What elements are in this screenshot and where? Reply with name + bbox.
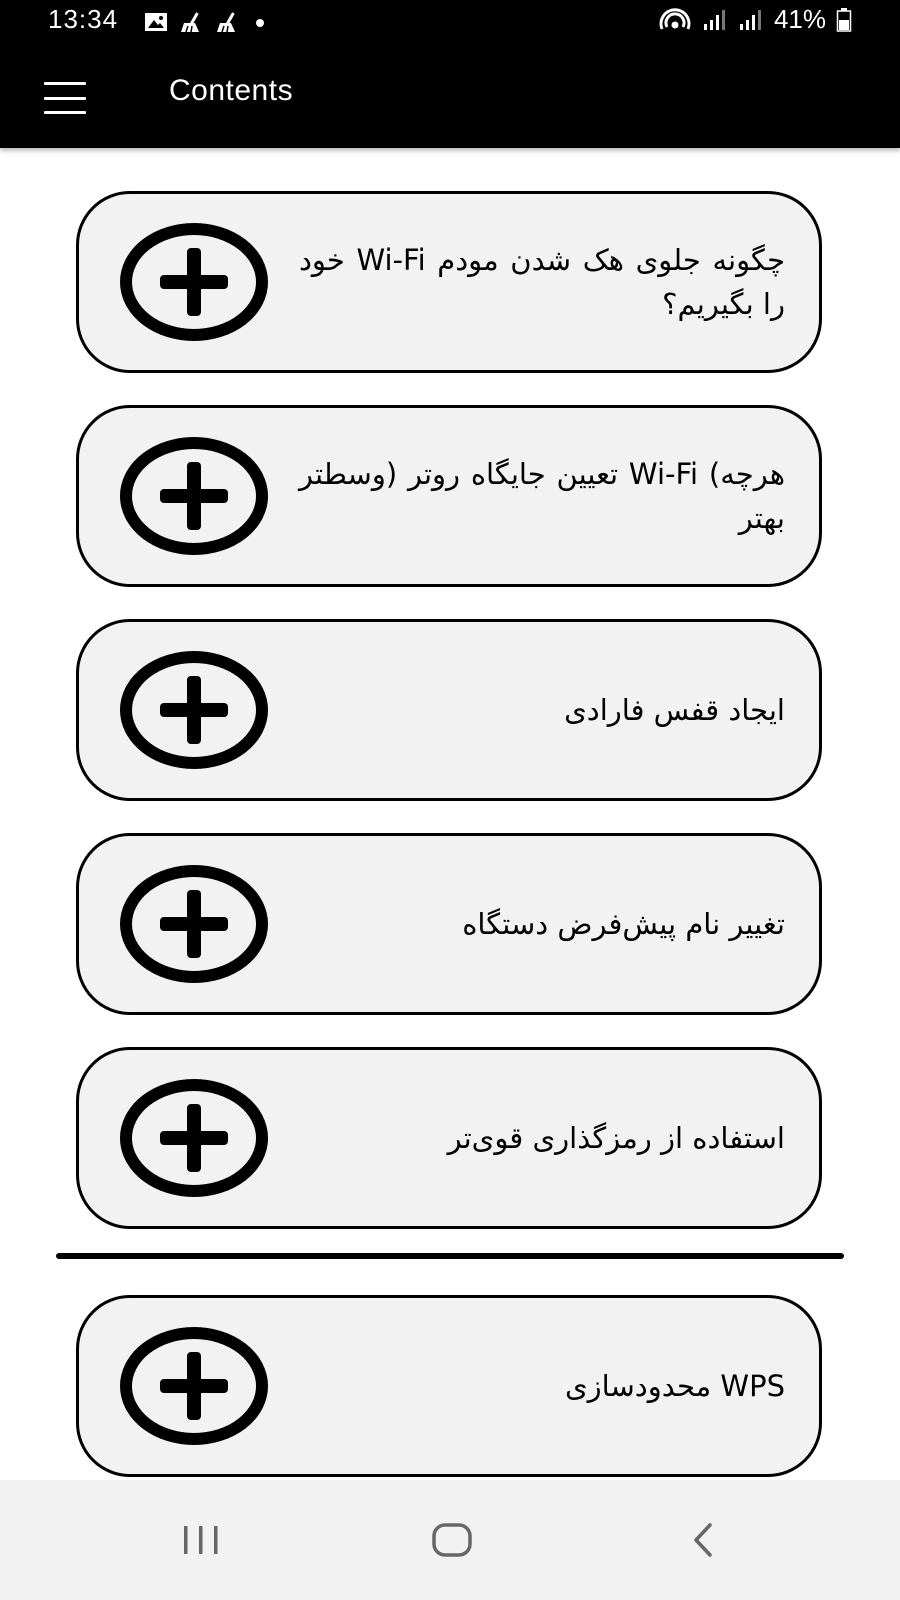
list-item[interactable]: [76, 1295, 822, 1477]
status-bar: [0, 0, 900, 46]
list-item-label: هرچه) Wi-Fi تعیین جایگاه روتر (وسطتر بهتر: [299, 457, 785, 535]
dot-icon: [250, 11, 270, 33]
status-time: 13:34: [48, 4, 119, 34]
list-item-label: تغییر نام پیش‌فرض دستگاه: [462, 907, 785, 941]
back-button[interactable]: [668, 1510, 738, 1570]
home-button[interactable]: [417, 1510, 487, 1570]
home-icon: [430, 1521, 474, 1559]
recent-apps-icon: [181, 1523, 221, 1557]
cleaner-icon: [214, 10, 240, 34]
list-item-label: چگونه جلوی هک شدن مودم Wi-Fi خود را بگیریم؟: [299, 243, 785, 321]
signal-icon: [738, 8, 764, 32]
status-right: [658, 4, 852, 35]
list-item[interactable]: [76, 405, 822, 587]
plus-circle-icon: [119, 1326, 269, 1446]
list-item-label: استفاده از رمزگذاری قوی‌تر: [447, 1121, 785, 1155]
image-icon: [144, 11, 168, 33]
battery-percent: 41%: [773, 4, 826, 34]
app-bar: [0, 46, 900, 148]
plus-circle-icon: [119, 864, 269, 984]
hotspot-icon: [658, 7, 692, 33]
plus-circle-icon: [119, 436, 269, 556]
list-item[interactable]: [76, 619, 822, 801]
battery-icon: [836, 7, 852, 33]
list-item[interactable]: [76, 191, 822, 373]
hamburger-menu-icon[interactable]: [40, 78, 90, 118]
back-icon: [688, 1520, 718, 1560]
cleaner-icon: [178, 10, 204, 34]
list-item[interactable]: [76, 1047, 822, 1229]
section-divider: [56, 1253, 844, 1259]
list-item-label: WPS محدودسازی: [564, 1369, 785, 1403]
list-item-label: ایجاد قفس فارادی: [564, 693, 785, 727]
plus-circle-icon: [119, 1078, 269, 1198]
page-title: Contents: [169, 74, 294, 107]
contents-list[interactable]: [0, 148, 900, 1480]
navigation-bar: [0, 1480, 900, 1600]
notification-icons: [144, 9, 270, 35]
recent-apps-button[interactable]: [166, 1510, 236, 1570]
signal-icon: [702, 8, 728, 32]
list-item[interactable]: [76, 833, 822, 1015]
plus-circle-icon: [119, 222, 269, 342]
plus-circle-icon: [119, 650, 269, 770]
